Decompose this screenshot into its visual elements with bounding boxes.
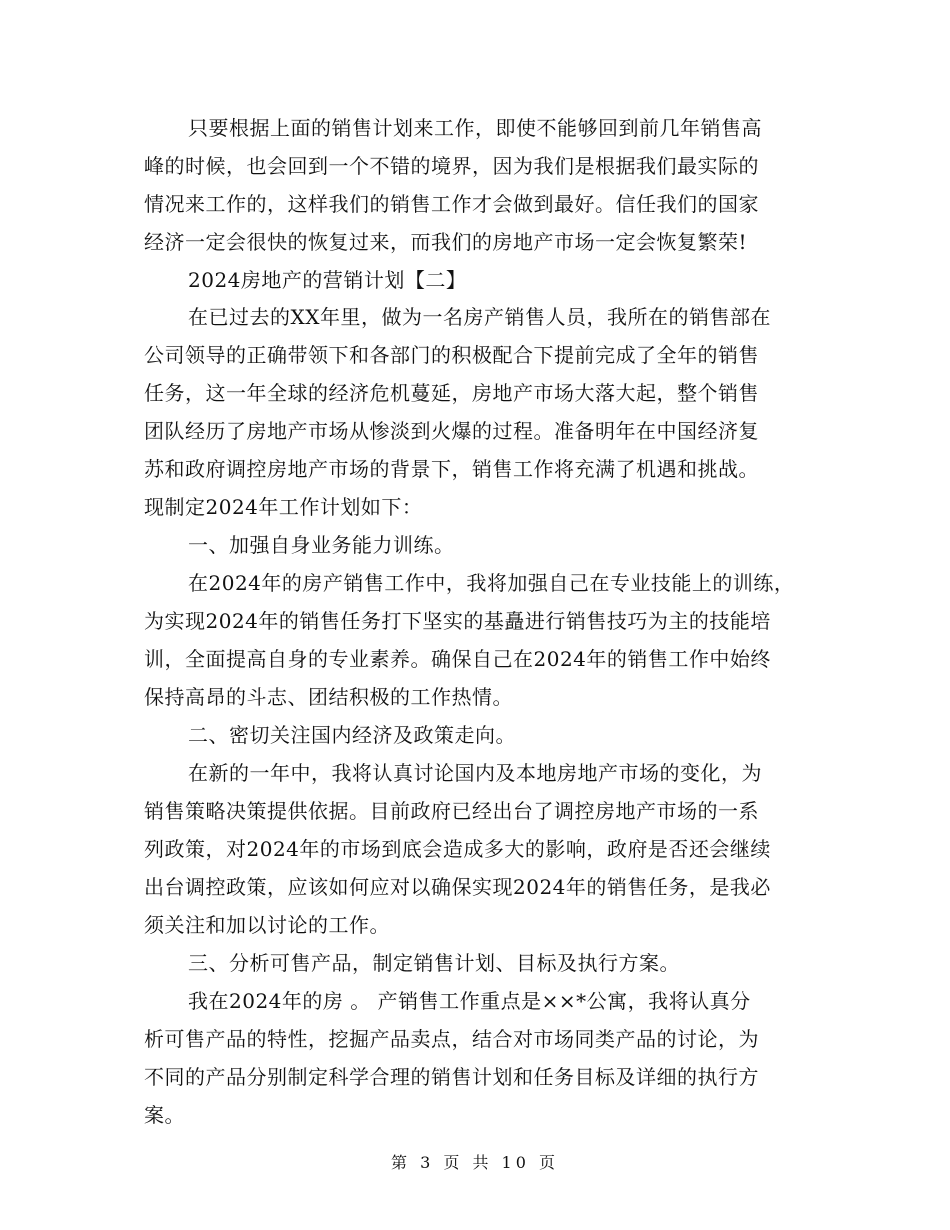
paragraph-line: 列政策，对2024年的市场到底会造成多大的影响，政府是否还会继续: [144, 837, 771, 861]
paragraph-line: 峰的时候，也会回到一个不错的境界，因为我们是根据我们最实际的: [144, 154, 759, 178]
paragraph-line: 不同的产品分别制定科学合理的销售计划和任务目标及详细的执行方: [144, 1065, 759, 1089]
paragraph-line: 情况来工作的，这样我们的销售工作才会做到最好。信任我们的国家: [144, 192, 759, 216]
section-heading: 一、加强自身业务能力训练。: [188, 533, 455, 557]
section-heading: 二、密切关注国内经济及政策走向。: [188, 723, 516, 747]
paragraph-line: 公司领导的正确带领下和各部门的积极配合下提前完成了全年的销售: [144, 343, 759, 367]
paragraph-line: 析可售产品的特性，挖掘产品卖点，结合对市场同类产品的讨论，为: [144, 1027, 759, 1051]
paragraph-line: 在已过去的XX年里，做为一名房产销售人员，我所在的销售部在: [188, 305, 771, 329]
paragraph-line: 出台调控政策，应该如何应对以确保实现2024年的销售任务，是我必: [144, 875, 771, 899]
paragraph-line: 为实现2024年的销售任务打下坚实的基矗进行销售技巧为主的技能培: [144, 609, 771, 633]
paragraph-line: 训，全面提高自身的专业素养。确保自己在2024年的销售工作中始终: [144, 647, 771, 671]
paragraph-line: 团队经历了房地产市场从惨淡到火爆的过程。准备明年在中国经济复: [144, 419, 759, 443]
paragraph-line: 须关注和加以讨论的工作。: [144, 913, 390, 937]
paragraph-line: 在新的一年中，我将认真讨论国内及本地房地产市场的变化，为: [188, 761, 762, 785]
section-title: 2024房地产的营销计划【二】: [188, 268, 467, 292]
page-number: 第 3 页 共 10 页: [391, 1153, 559, 1172]
paragraph-line: 经济一定会很快的恢复过来，而我们的房地产市场一定会恢复繁荣!: [144, 230, 748, 254]
paragraph-line: 苏和政府调控房地产市场的背景下，销售工作将充满了机遇和挑战。: [144, 457, 759, 481]
paragraph-line: 我在2024年的房 。 产销售工作重点是××*公寓，我将认真分: [188, 989, 751, 1013]
paragraph-line: 只要根据上面的销售计划来工作，即使不能够回到前几年销售高: [188, 116, 762, 140]
paragraph-line: 在2024年的房产销售工作中，我将加强自己在专业技能上的训练，: [188, 571, 795, 595]
paragraph-line: 案。: [144, 1103, 185, 1127]
paragraph-line: 现制定2024年工作计划如下：: [144, 495, 423, 519]
paragraph-line: 保持高昂的斗志、团结积极的工作热情。: [144, 685, 513, 709]
paragraph-line: 销售策略决策提供依据。目前政府已经出台了调控房地产市场的一系: [144, 799, 759, 823]
section-heading: 三、分析可售产品，制定销售计划、目标及执行方案。: [188, 951, 680, 975]
paragraph-line: 任务，这一年全球的经济危机蔓延，房地产市场大落大起，整个销售: [144, 381, 759, 405]
